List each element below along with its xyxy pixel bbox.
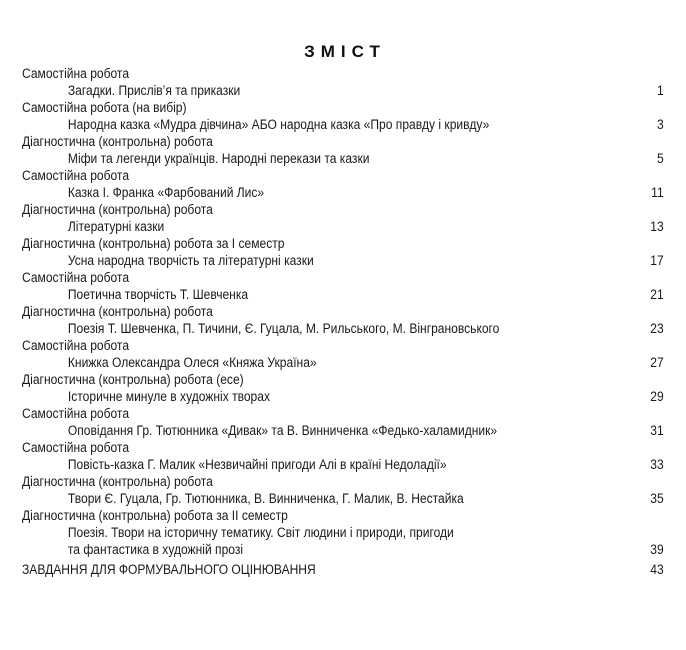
entry-title: Літературні казки [67,219,165,234]
entry-title: Казка І. Франка «Фарбований Лис» [67,185,265,200]
toc-section-heading [22,405,664,422]
toc-entry[interactable] [22,422,664,439]
entry-title: Повість-казка Г. Малик «Незвичайні пригоди Алі в країні Недоладії» [67,457,447,472]
toc-entry[interactable] [22,218,664,235]
entry-title: Поезія. Твори на історичну тематику. Світ людини і природи, пригоди [67,525,454,540]
toc-section-heading [22,439,664,456]
page-number: 21 [650,287,664,302]
toc-entry[interactable] [22,490,664,507]
page-number: 13 [650,219,664,234]
heading-text: Самостійна робота [22,270,130,285]
toc-section-heading [22,201,664,218]
page-number: 27 [650,355,664,370]
toc-entry-continuation[interactable] [22,541,664,558]
toc-section-heading [22,133,664,150]
page-number: 33 [650,457,664,472]
entry-title: Книжка Олександра Олеся «Княжа Україна» [67,355,317,370]
page-number: 1 [656,83,664,98]
heading-text: Самостійна робота [22,168,130,183]
heading-text: Діагностична (контрольна) робота [22,134,213,149]
toc-section-heading [22,337,664,354]
page-number: 3 [656,117,664,132]
toc-entry[interactable] [22,524,664,541]
page-number: 31 [650,423,664,438]
entry-title-continuation: та фантастика в художній прозі [67,542,244,557]
toc-section-heading [22,235,664,252]
heading-text: Діагностична (контрольна) робота [22,202,213,217]
heading-text: Самостійна робота [22,440,130,455]
toc-section-heading [22,473,664,490]
entry-title: Загадки. Прислів’я та приказки [67,83,241,98]
page-number: 43 [650,562,664,577]
toc-entry[interactable] [22,456,664,473]
heading-text: Самостійна робота [22,406,130,421]
page-number: 17 [650,253,664,268]
toc-list [22,65,664,578]
toc-section-heading [22,303,664,320]
page-number: 23 [650,321,664,336]
toc-section-heading [22,507,664,524]
heading-text: Самостійна робота [22,66,130,81]
heading-text: Діагностична (контрольна) робота за ІІ семестр [22,508,288,523]
page-number: 29 [650,389,664,404]
toc-entry[interactable] [22,184,664,201]
toc-entry[interactable] [22,354,664,371]
heading-text: Діагностична (контрольна) робота за І семестр [22,236,285,251]
entry-title: Усна народна творчість та літературні казки [67,253,314,268]
entry-title: Історичне минуле в художніх творах [67,389,270,404]
page-number: 5 [656,151,664,166]
heading-text: Діагностична (контрольна) робота [22,474,213,489]
toc-final-entry[interactable] [22,561,664,578]
entry-title: Народна казка «Мудра дівчина» АБО народна казка «Про правду і кривду» [67,117,490,132]
toc-entry[interactable] [22,286,664,303]
toc-entry[interactable] [22,320,664,337]
entry-title: Міфи та легенди українців. Народні перекази та казки [67,151,370,166]
entry-title: Оповідання Гр. Тютюнника «Дивак» та В. Винниченка «Федько-халамидник» [67,423,498,438]
heading-text: Самостійна робота [22,338,130,353]
page-number: 39 [650,542,664,557]
toc-entry[interactable] [22,252,664,269]
toc-entry[interactable] [22,388,664,405]
toc-section-heading [22,99,664,116]
toc-section-heading [22,167,664,184]
toc-entry[interactable] [22,150,664,167]
page-number: 11 [651,185,664,200]
entry-title: Поезія Т. Шевченка, П. Тичини, Є. Гуцала, М. Рильського, М. Вінграновського [67,321,500,336]
entry-title: Поетична творчість Т. Шевченка [67,287,249,302]
toc-section-heading [22,371,664,388]
heading-text: Діагностична (контрольна) робота [22,304,213,319]
page-number: 35 [650,491,664,506]
toc-entry[interactable] [22,82,664,99]
page-title: ЗМІСТ [304,42,386,61]
toc-entry[interactable] [22,116,664,133]
toc-section-heading [22,269,664,286]
toc-section-heading [22,65,664,82]
heading-text: Діагностична (контрольна) робота (есе) [22,372,244,387]
heading-text: Самостійна робота (на вибір) [22,100,187,115]
entry-title: Твори Є. Гуцала, Гр. Тютюнника, В. Винниченка, Г. Малик, В. Нестайка [67,491,464,506]
final-entry-title: ЗАВДАННЯ ДЛЯ ФОРМУВАЛЬНОГО ОЦІНЮВАННЯ [22,562,316,577]
